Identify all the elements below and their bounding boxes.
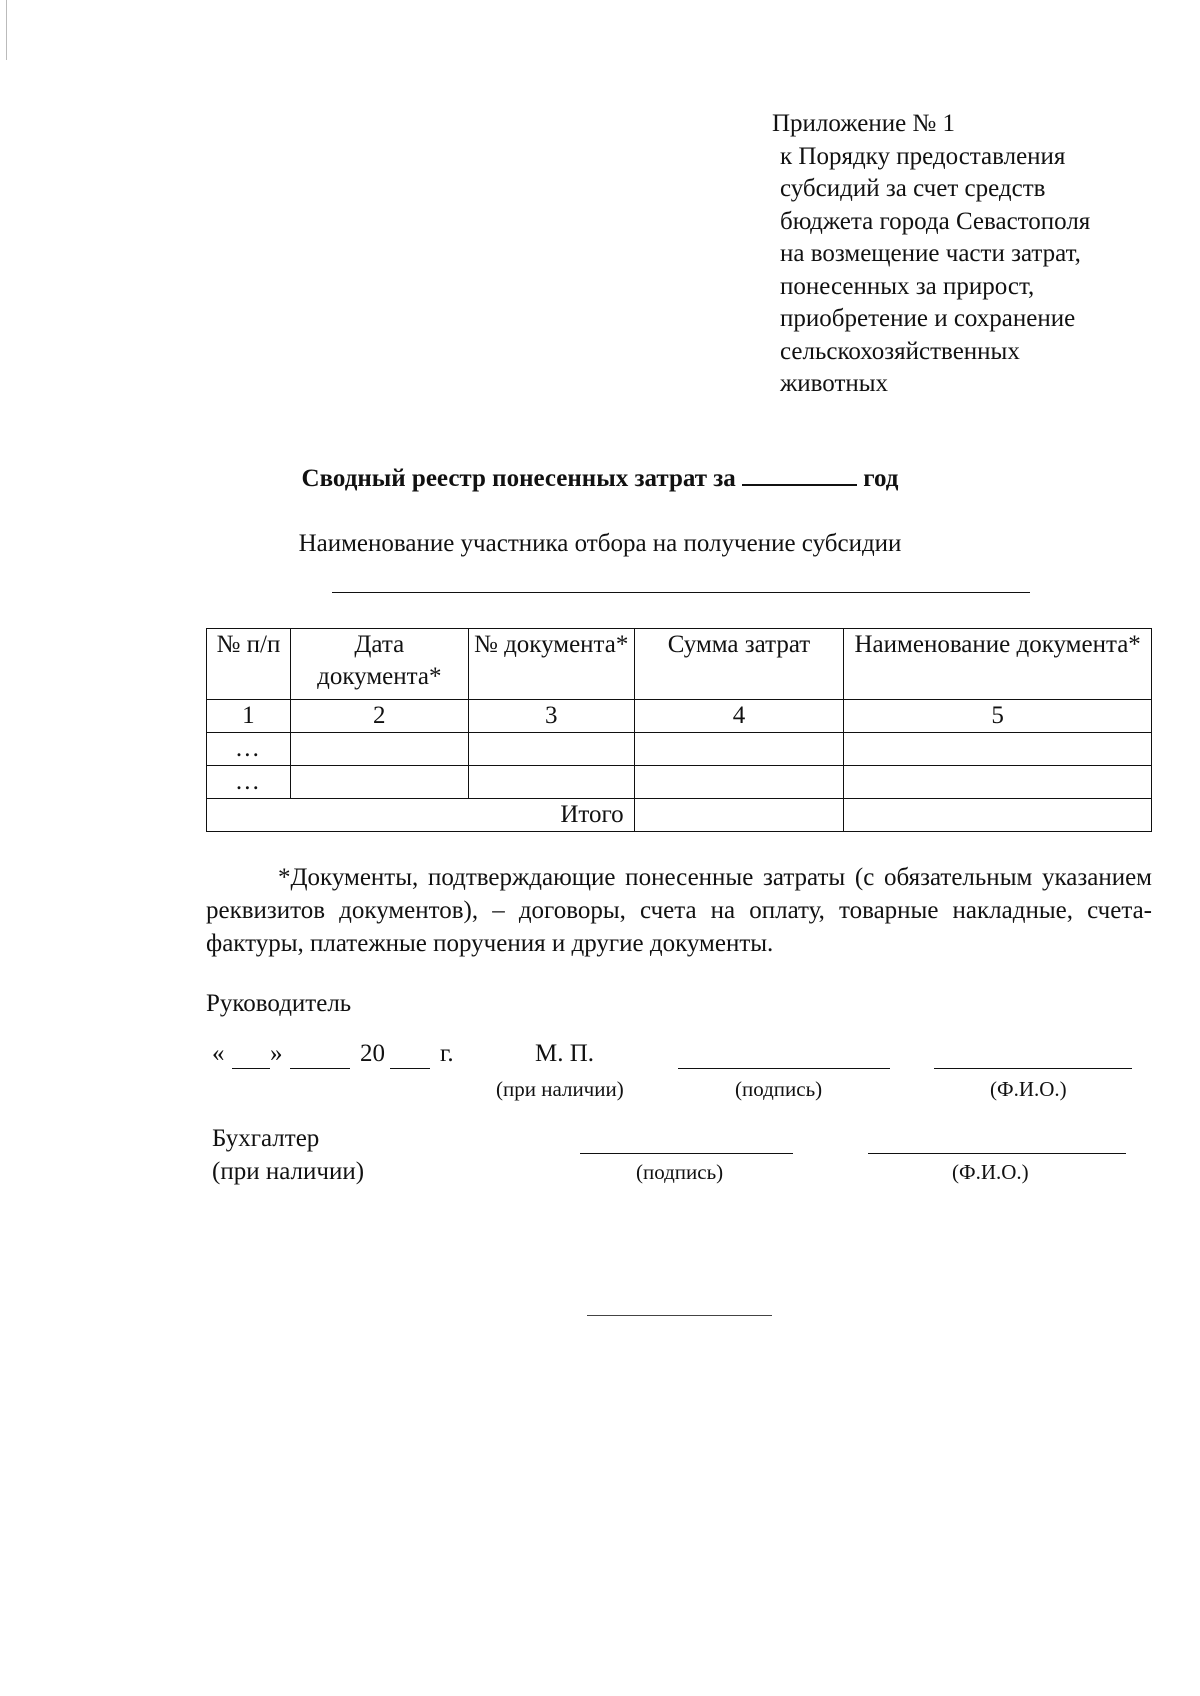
title-suffix: год xyxy=(863,465,899,492)
appendix-block xyxy=(772,108,1091,401)
appendix-line: сельскохозяйственных xyxy=(780,337,1020,365)
participant-label: Наименование участника отбора на получение субсидии xyxy=(298,530,902,557)
head-name-caption: (Ф.И.О.) xyxy=(990,1077,1067,1101)
table-cell xyxy=(468,766,634,799)
total-sum-cell xyxy=(634,799,844,832)
table-cell xyxy=(844,733,1152,766)
accountant-note: (при наличии) xyxy=(212,1158,365,1185)
appendix-line: понесенных за прирост, xyxy=(780,272,1035,300)
year-prefix: 20 xyxy=(360,1040,385,1067)
total-label: Итого xyxy=(207,799,635,832)
accountant-name-line xyxy=(868,1153,1126,1154)
appendix-line: на возмещение части затрат, xyxy=(780,240,1081,267)
column-number: 3 xyxy=(468,700,634,733)
table-cell xyxy=(844,766,1152,799)
table-row xyxy=(207,766,1152,799)
table-cell xyxy=(844,799,1152,832)
table-row xyxy=(207,733,1152,766)
table-cell xyxy=(634,766,844,799)
header-cell: Сумма затрат xyxy=(634,629,844,700)
closing-separator-line xyxy=(587,1315,772,1316)
appendix-line: приобретение и сохранение xyxy=(780,305,1076,332)
month-blank-line xyxy=(290,1068,350,1069)
participant-name-line xyxy=(332,592,1030,593)
column-number: 5 xyxy=(844,700,1152,733)
stamp-note: (при наличии) xyxy=(496,1077,624,1101)
column-number-row xyxy=(207,700,1152,733)
table-header-row xyxy=(207,629,1152,700)
column-number: 1 xyxy=(207,700,291,733)
head-label: Руководитель xyxy=(206,990,352,1017)
column-number: 2 xyxy=(290,700,468,733)
ellipsis-cell: … xyxy=(207,766,291,799)
table-cell xyxy=(290,733,468,766)
year-blank-line xyxy=(390,1068,430,1069)
ellipsis-cell: … xyxy=(207,733,291,766)
header-cell: № п/п xyxy=(207,629,291,700)
year-blank-line xyxy=(742,462,857,486)
day-blank-line xyxy=(232,1068,270,1069)
footnote-text: *Документы, подтверждающие понесенные затраты (с обязательным указанием реквизитов документов), – договоры, счета на оплату, товарные накладные, счета-фактуры, платежные поручения и другие документы. xyxy=(206,864,1152,957)
footnote xyxy=(206,861,1152,960)
date-close-quote: » xyxy=(270,1040,283,1067)
appendix-line: бюджета города Севастополя xyxy=(780,207,1091,235)
head-signature-line xyxy=(678,1068,890,1069)
column-number: 4 xyxy=(634,700,844,733)
table-cell xyxy=(634,733,844,766)
header-cell: Наименование документа* xyxy=(844,629,1152,700)
document-title xyxy=(0,462,1200,493)
table-cell xyxy=(290,766,468,799)
appendix-line: Приложение № 1 xyxy=(772,110,956,137)
scan-edge-mark xyxy=(6,0,7,60)
appendix-line: субсидий за счет средств xyxy=(780,175,1046,202)
head-signature-caption: (подпись) xyxy=(735,1077,823,1101)
accountant-name-caption: (Ф.И.О.) xyxy=(952,1160,1029,1184)
total-row xyxy=(207,799,1152,832)
registry-table xyxy=(206,628,1152,832)
year-suffix: г. xyxy=(440,1040,454,1067)
accountant-label: Бухгалтер xyxy=(212,1125,320,1152)
header-cell: Дата документа* xyxy=(290,629,468,700)
date-open-quote: « xyxy=(212,1040,225,1067)
accountant-signature-line xyxy=(580,1153,793,1154)
header-cell: № документа* xyxy=(468,629,634,700)
stamp-label: М. П. xyxy=(535,1040,595,1067)
appendix-line: к Порядку предоставления xyxy=(780,142,1066,170)
head-name-line xyxy=(934,1068,1132,1069)
table-cell xyxy=(468,733,634,766)
title-prefix: Сводный реестр понесенных затрат за xyxy=(301,465,736,492)
appendix-line: животных xyxy=(780,370,889,397)
accountant-signature-caption: (подпись) xyxy=(636,1160,724,1184)
